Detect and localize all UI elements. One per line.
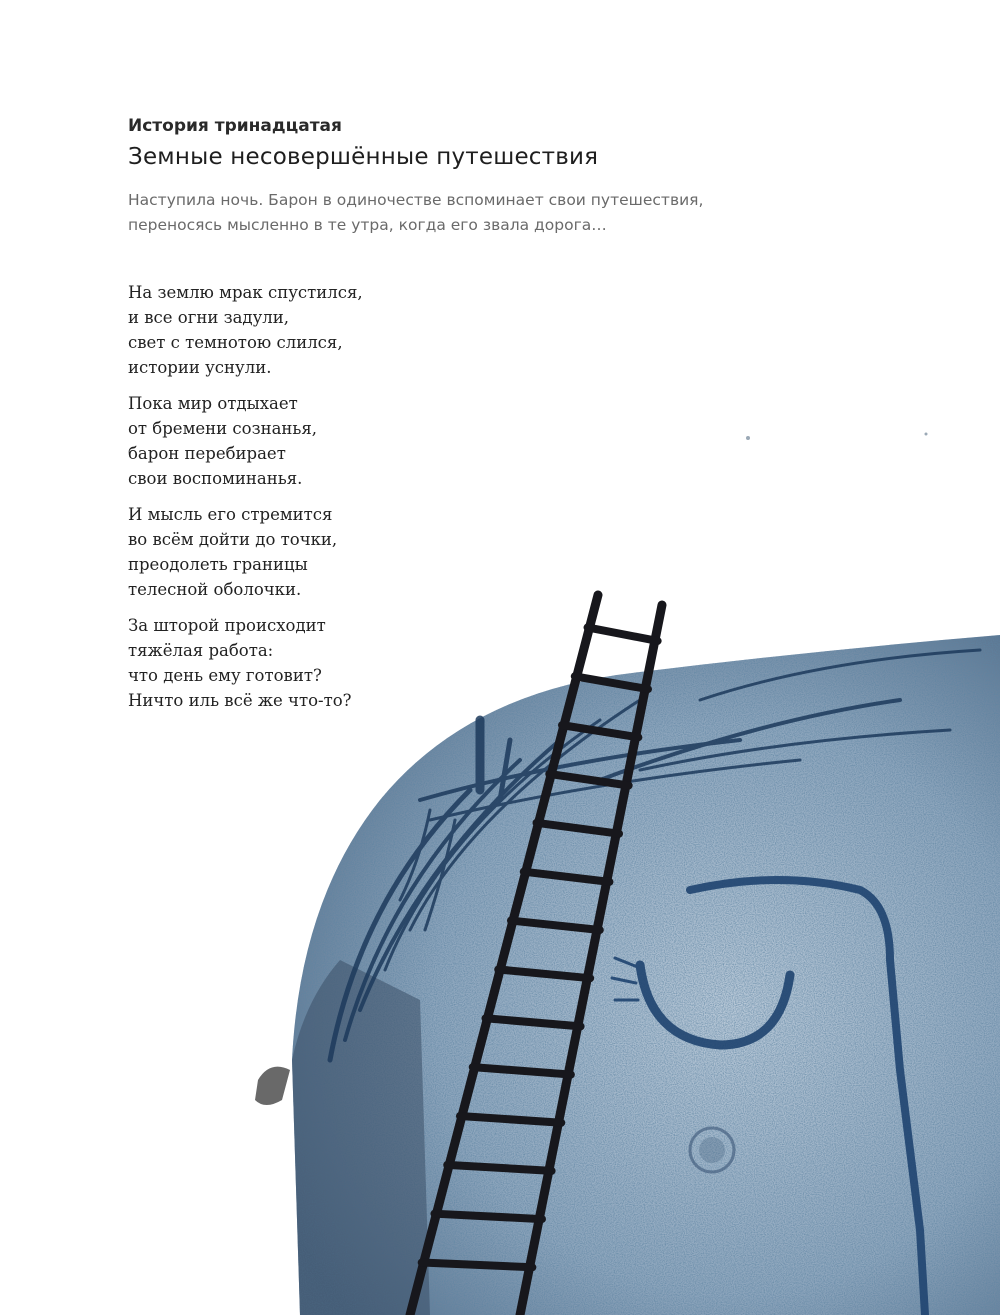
poem-line: Ничто иль всё же что-то? [128, 691, 352, 710]
poem-line: от бремени сознанья, [128, 419, 318, 438]
story-number: История тринадцатая [128, 116, 342, 136]
poem-line: барон перебирает [128, 444, 286, 463]
ladder-rung [434, 1214, 542, 1219]
poem-line: во всём дойти до точки, [128, 530, 338, 549]
story-intro [128, 188, 848, 238]
poem [128, 280, 848, 713]
poem-line: тяжёлая работа: [128, 641, 274, 660]
intro-line: переносясь мысленно в те утра, когда его звала дорога… [128, 216, 607, 234]
poem-line: И мысль его стремится [128, 505, 333, 524]
stanza [128, 280, 848, 380]
stanza [128, 613, 848, 713]
poem-line: что день ему готовит? [128, 666, 322, 685]
poem-line: истории уснули. [128, 358, 272, 377]
knot-mark [255, 1067, 290, 1105]
poem-line: и все огни задули, [128, 308, 290, 327]
poem-line: свои воспоминанья. [128, 469, 303, 488]
poem-line: преодолеть границы [128, 555, 308, 574]
poem-line: За шторой происходит [128, 616, 326, 635]
stanza [128, 391, 848, 491]
stanza [128, 502, 848, 602]
text-block [128, 114, 848, 724]
poem-line: Пока мир отдыхает [128, 394, 298, 413]
poem-line: На землю мрак спустился, [128, 283, 363, 302]
story-title: Земные несовершённые путешествия [128, 144, 599, 170]
shadow-grain [292, 960, 430, 1315]
ladder-rung [422, 1263, 533, 1268]
intro-line: Наступила ночь. Барон в одиночестве вспоминает свои путешествия, [128, 191, 704, 209]
poem-line: свет с темнотою слился, [128, 333, 343, 352]
poem-line: телесной оболочки. [128, 580, 302, 599]
